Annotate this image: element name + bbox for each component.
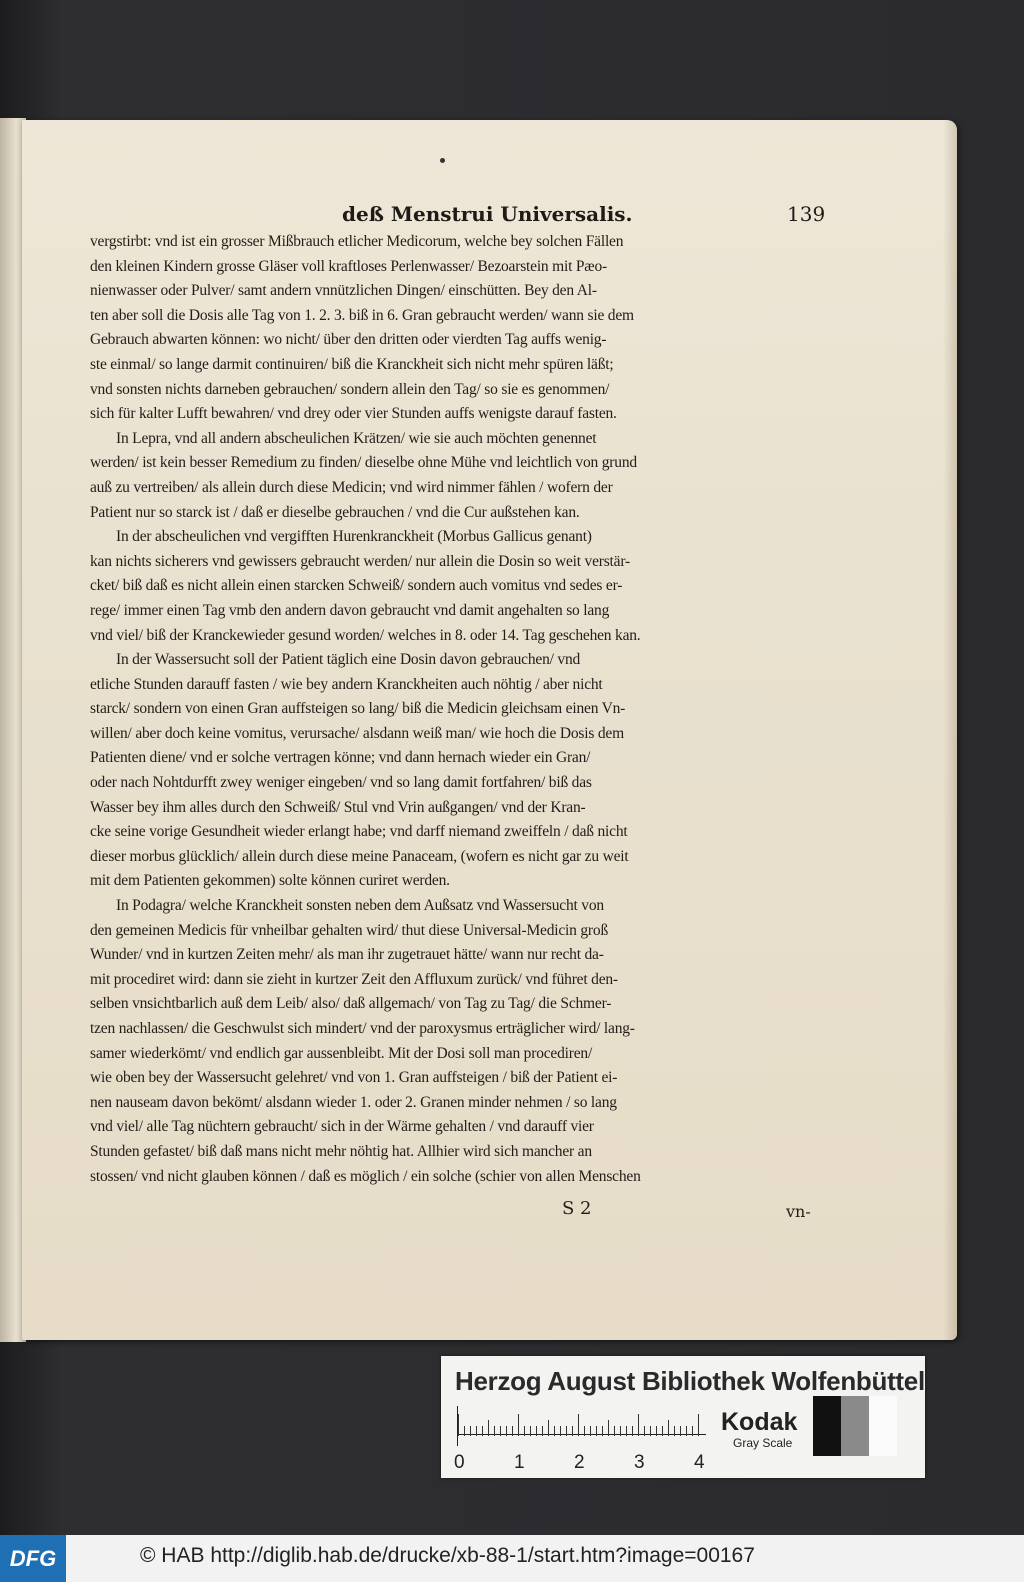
text-line: stossen/ vnd nicht glauben können / daß es möglich / ein solche (schier von allen Menschen [90,1167,641,1185]
text-line: vnd sonsten nichts darneben gebrauchen/ sondern allein den Tag/ so sie es genommen/ [90,380,610,398]
library-name: Herzog August Bibliothek Wolfenbüttel [455,1366,925,1396]
text-line: Patient nur so starck ist / daß er dieselbe gebrauchen / vnd die Cur außstehen kan. [90,503,580,521]
ruler-tick [656,1426,657,1436]
footer-bar [0,1535,1024,1582]
ruler-tick [536,1426,537,1436]
gray-patch [841,1396,869,1456]
ruler-tick [548,1420,549,1436]
text-line: In Lepra, vnd all andern abscheulichen Krätzen/ wie sie auch möchten genennet [116,429,597,447]
ruler-tick [560,1426,561,1436]
kodak-logo: Kodak [721,1408,798,1436]
text-line: werden/ ist kein besser Remedium zu finden/ dieselbe ohne Mühe vnd leichtlich von grund [90,454,637,472]
gray-scale-label: Gray Scale [733,1436,793,1450]
ruler-tick [584,1426,585,1436]
text-line: wie oben bey der Wassersucht gelehret/ vnd von 1. Gran auffsteigen / biß der Patient ei- [90,1069,618,1087]
ruler-tick [674,1426,675,1436]
text-line: selben vnsichtbarlich auß dem Leib/ also/ daß allgemach/ von Tag zu Tag/ die Schmer- [90,995,612,1013]
ruler-tick [698,1414,699,1436]
ruler-tick [458,1414,459,1436]
text-line: Gebrauch abwarten können: wo nicht/ über den dritten oder vierdten Tag auffs wenig- [90,331,607,349]
footer-copyright: © HAB http://diglib.hab.de/drucke/xb-88-1/start.htm?image=00167 [140,1544,755,1567]
text-line: vnd viel/ biß der Kranckewieder gesund worden/ welches in 8. oder 14. Tag geschehen kan. [90,626,641,644]
ruler-tick [542,1426,543,1436]
signature-mark: S 2 [562,1198,592,1219]
text-line: den gemeinen Medicis für vnheilbar gehalten wird/ thut diese Universal-Medicin groß [90,921,608,939]
text-line: sich für kalter Lufft bewahren/ vnd drey oder vier Stunden auffs wenigste darauf fasten. [90,405,617,423]
gray-patch [813,1396,841,1456]
text-line: mit procediret wird: dann sie zieht in kurtzer Zeit den Affluxum zurück/ vnd führet den- [90,970,618,988]
ruler-tick [668,1420,669,1436]
text-line: vergstirbt: vnd ist ein grosser Mißbrauch etlicher Medicorum, welche bey solchen Fällen [90,233,624,250]
ruler-tick [620,1426,621,1436]
text-line: Stunden gefastet/ biß daß mans nicht mehr nöhtig hat. Allhier wird sich mancher an [90,1142,592,1160]
text-line: vnd viel/ alle Tag nüchtern gebraucht/ sich in der Wärme gehalten / vnd darauff vier [90,1118,594,1136]
ruler-label: 0 [454,1452,465,1473]
measurement-ruler [454,1406,706,1473]
text-line: In Podagra/ welche Kranckheit sonsten neben dem Außsatz vnd Wassersucht von [116,897,604,915]
text-line: ste einmal/ so lange darmit continuiren/ biß die Kranckheit sich nicht mehr spüren läßt; [90,355,614,373]
ruler-tick [614,1426,615,1436]
ruler-tick [596,1426,597,1436]
kodak-color-card [441,1356,925,1478]
text-line: mit dem Patienten gekommen) solte können curiret werden. [90,872,450,890]
text-line: nen nauseam davon bekömt/ alsdann wieder 1. oder 2. Granen minder nehmen / so lang [90,1093,617,1111]
text-line: oder nach Nohtdurfft zwey weniger eingeben/ vnd so lang damit fortfahren/ biß das [90,774,592,792]
ruler-tick [650,1426,651,1436]
text-line: cket/ biß daß es nicht allein einen starcken Schweiß/ sondern auch vomitus vnd sedes er- [90,577,623,595]
text-line: Wunder/ vnd in kurtzen Zeiten mehr/ als man ihr zugetrauet hätte/ wann nur recht da- [90,946,604,964]
ruler-tick [482,1426,483,1436]
ruler-tick [512,1426,513,1436]
ruler-tick [638,1414,639,1436]
running-head: deß Menstrui Universalis. [342,202,633,226]
ruler-tick [488,1420,489,1436]
ruler-tick [680,1426,681,1436]
gray-patch [869,1396,897,1456]
ruler-tick [632,1426,633,1436]
ruler-tick [476,1426,477,1436]
ruler-tick [686,1426,687,1436]
text-line: In der Wassersucht soll der Patient täglich eine Dosin davon gebrauchen/ vnd [116,651,581,669]
text-line: etliche Stunden darauff fasten / wie bey andern Kranckheiten auch nöhtig / aber nicht [90,675,603,693]
catchword: vn- [786,1202,811,1221]
text-line: cke seine vorige Gesundheit wieder erlangt habe; vnd darff niemand zweiffeln / daß nicht [90,823,628,841]
text-line: Wasser bey ihm alles durch den Schweiß/ Stul vnd Vrin außgangen/ vnd der Kran- [90,798,586,816]
ruler-tick [500,1426,501,1436]
ruler-tick [602,1426,603,1436]
text-line: In der abscheulichen vnd vergifften Hurenkranckheit (Morbus Gallicus genant) [116,528,592,546]
ruler-tick [554,1426,555,1436]
ruler-tick [470,1426,471,1436]
ruler-tick [494,1426,495,1436]
text-line: ten aber soll die Dosis alle Tag von 1. 2. 3. biß in 6. Gran gebraucht werden/ wann sie dem [90,306,634,324]
ruler-tick [692,1426,693,1436]
text-line: kan nichts sicherers vnd gewissers gebraucht werden/ nur allein die Dosin so weit verstär- [90,552,630,570]
ruler-tick [464,1426,465,1436]
ruler-label: 1 [514,1452,525,1473]
text-line: starck/ sondern von einen Gran auffsteigen so lang/ biß die Medicin gleichsam einen Vn- [90,700,626,718]
ruler-tick [518,1414,519,1436]
text-line: nienwasser oder Pulver/ samt andern vnnützlichen Dingen/ einschütten. Bey den Al- [90,282,597,300]
page-fore-edge-shadow [943,120,957,1340]
ruler-tick [566,1426,567,1436]
text-line: auß zu vertreiben/ als allein durch diese Medicin; vnd wird nimmer fählen / wofern der [90,478,613,496]
dfg-logo: DFG [0,1535,66,1582]
page-number: 139 [787,202,826,226]
text-line: rege/ immer einen Tag vmb den andern davon gebraucht vnd damit angehalten so lang [90,601,610,619]
ruler-tick [590,1426,591,1436]
text-line: willen/ aber doch keine vomitus, verursache/ alsdann weiß man/ wie hoch die Dosis dem [90,724,624,742]
text-line: samer wiederkömt/ vnd endlich gar aussenbleibt. Mit der Dosi soll man procediren/ [90,1044,593,1062]
text-line: Patienten diene/ vnd er solche vertragen könne; vnd dann hernach wieder ein Gran/ [90,749,591,767]
ruler-label: 4 [694,1452,705,1473]
ruler-tick [608,1420,609,1436]
ruler-tick [572,1426,573,1436]
ruler-tick [626,1426,627,1436]
ruler-label: 2 [574,1452,585,1473]
book-page [22,120,957,1340]
ruler-tick [662,1426,663,1436]
text-line: tzen nachlassen/ die Geschwulst sich mindert/ vnd der paroxysmus erträglicher wird/ lang- [90,1020,635,1037]
ruler-tick [506,1426,507,1436]
body-text [90,230,820,1189]
text-line: dieser morbus glücklich/ allein durch diese meine Panaceam, (wofern es nicht gar zu weit [90,847,629,865]
text-line: den kleinen Kindern grosse Gläser voll kraftloses Perlenwasser/ Bezoarstein mit Pæo- [90,257,607,275]
ruler-tick [644,1426,645,1436]
printers-dot [440,158,445,163]
ruler-tick [524,1426,525,1436]
ruler-label: 3 [634,1452,645,1473]
ruler-tick [530,1426,531,1436]
ruler-tick [578,1414,579,1436]
